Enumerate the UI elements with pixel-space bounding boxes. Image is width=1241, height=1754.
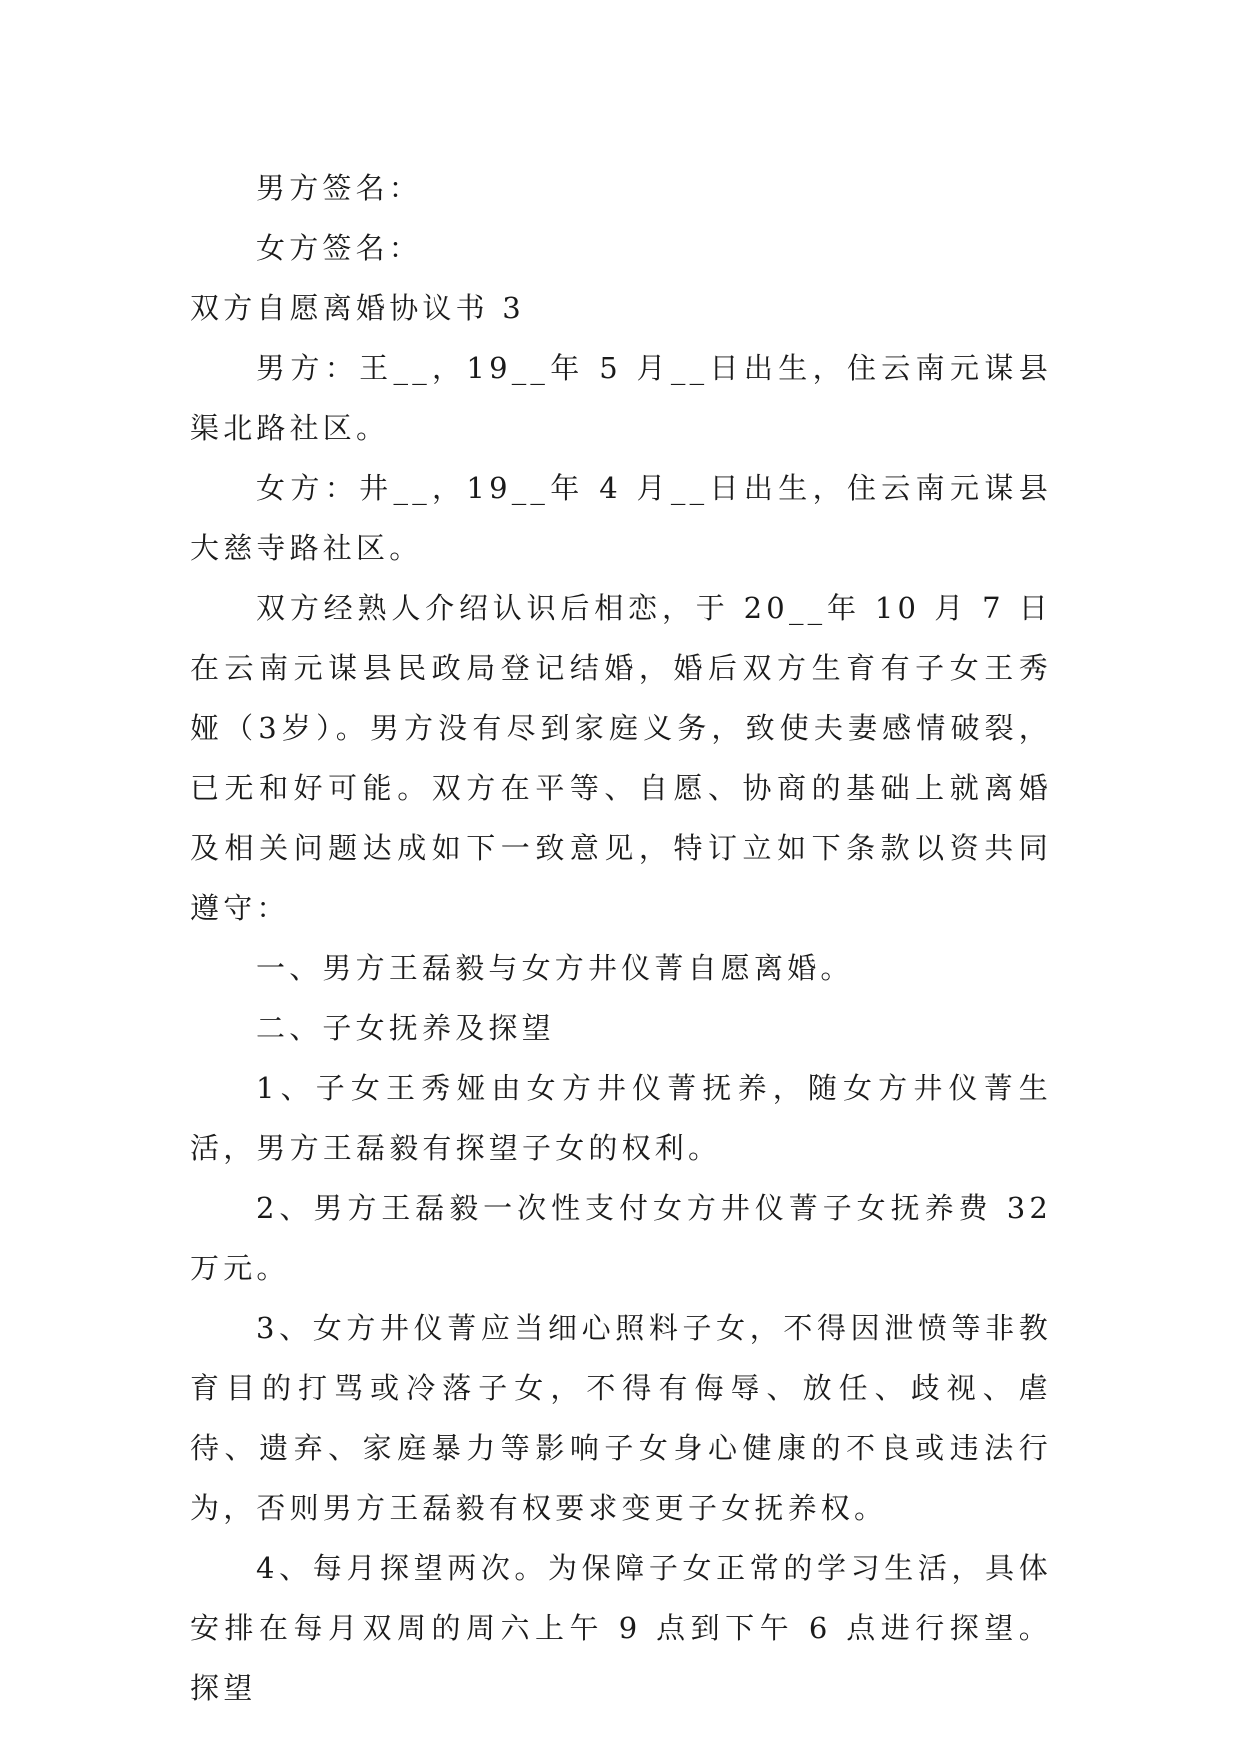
male-signature-line: 男方签名：	[256, 171, 423, 205]
agreement-title: 双方自愿离婚协议书 3	[190, 291, 525, 325]
clause-custody-4: 4、每月探望两次。为保障子女正常的学习生活，具体安排在每月双周的周六上午 9 点到下午 6 点进行探望。探望	[190, 1551, 1052, 1705]
clause-custody-3: 3、女方井仪菁应当细心照料子女，不得因泄愤等非教育目的打骂或冷落子女，不得有侮辱、放任、歧视、虐待、遗弃、家庭暴力等影响子女身心健康的不良或违法行为，否则男方王磊毅有权要求变更子女抚养权。	[190, 1311, 1052, 1525]
female-party-info: 女方：井__，19__年 4 月__日出生，住云南元谋县大慈寺路社区。	[190, 471, 1052, 565]
male-party-info: 男方：王__，19__年 5 月__日出生，住云南元谋县渠北路社区。	[190, 351, 1052, 445]
clause-custody-heading: 二、子女抚养及探望	[256, 1011, 555, 1045]
document-body	[190, 158, 1052, 1718]
background-paragraph: 双方经熟人介绍认识后相恋，于 20__年 10 月 7 日在云南元谋县民政局登记结婚，婚后双方生育有子女王秀娅（3岁）。男方没有尽到家庭义务，致使夫妻感情破裂，已无和好可能。双方在平等、自愿、协商的基础上就离婚及相关问题达成如下一致意见，特订立如下条款以资共同遵守：	[190, 591, 1052, 925]
female-signature-line: 女方签名：	[256, 231, 423, 265]
clause-divorce: 一、男方王磊毅与女方井仪菁自愿离婚。	[256, 951, 854, 985]
clause-custody-1: 1、子女王秀娅由女方井仪菁抚养，随女方井仪菁生活，男方王磊毅有探望子女的权利。	[190, 1071, 1052, 1165]
clause-custody-2: 2、男方王磊毅一次性支付女方井仪菁子女抚养费 32 万元。	[190, 1191, 1052, 1285]
